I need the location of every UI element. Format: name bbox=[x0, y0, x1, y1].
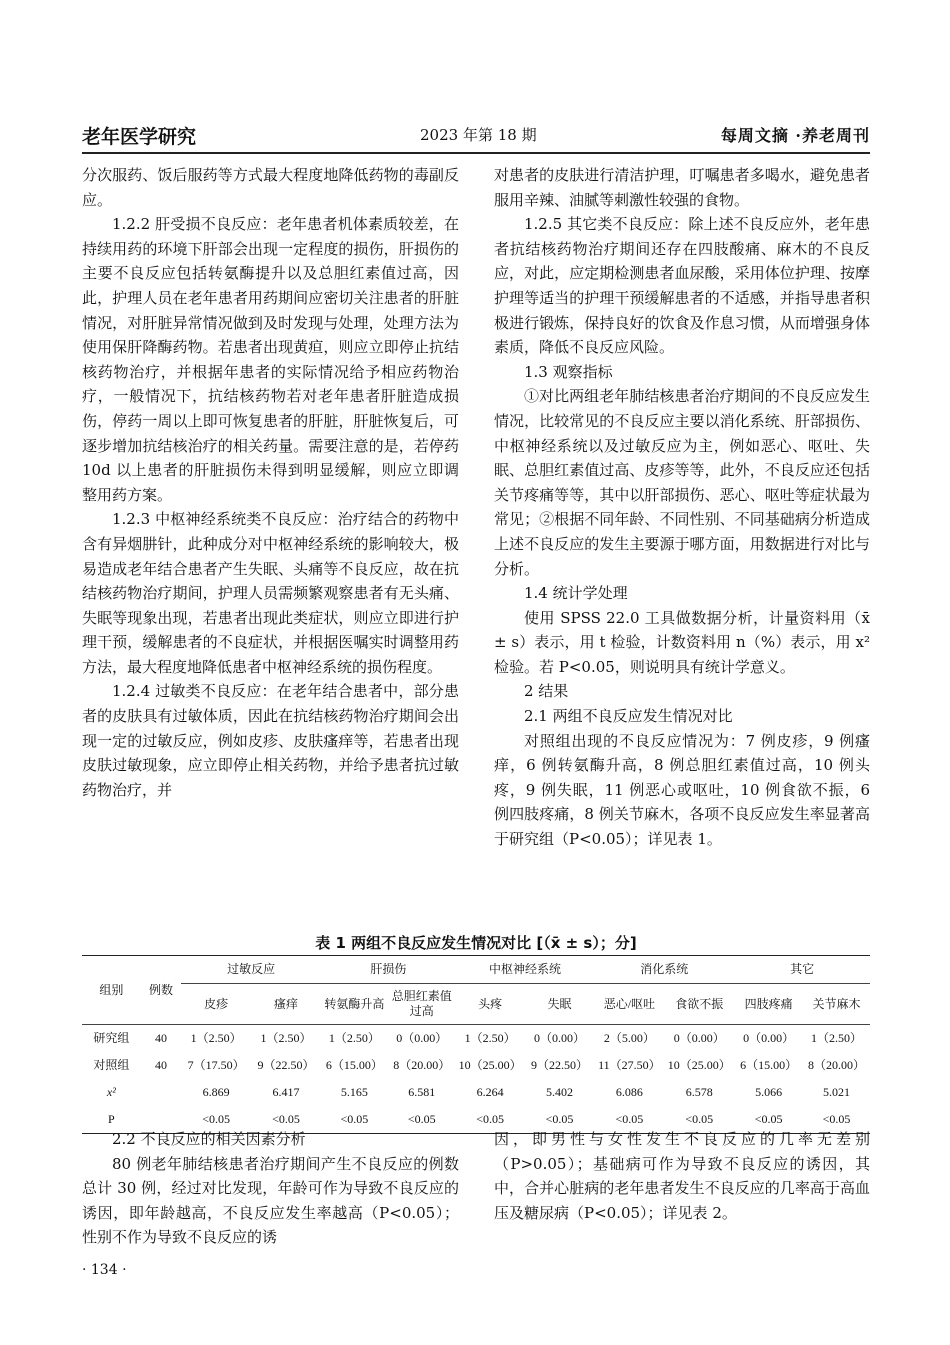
cell: <0.05 bbox=[525, 1106, 595, 1134]
subheader: 头疼 bbox=[456, 984, 525, 1025]
page-header bbox=[82, 122, 870, 152]
row-label: 对照组 bbox=[93, 1058, 130, 1072]
header-category: 肝损伤 bbox=[321, 956, 456, 984]
subheader: 转氨酶升高 bbox=[321, 984, 388, 1025]
cell: <0.05 bbox=[803, 1106, 870, 1134]
row-n: 40 bbox=[154, 1058, 167, 1072]
header-category: 消化系统 bbox=[594, 956, 734, 984]
section-heading: 2 结果 bbox=[524, 682, 569, 701]
header-group: 组别 bbox=[82, 956, 141, 1025]
page-number: · 134 · bbox=[82, 1262, 127, 1278]
cell: 5.402 bbox=[545, 1085, 573, 1099]
subheader: 关节麻木 bbox=[803, 984, 870, 1025]
table-row bbox=[82, 1025, 870, 1053]
cell: 6.417 bbox=[272, 1085, 300, 1099]
cell: 1（2.50） bbox=[260, 1031, 312, 1045]
cell: 6.264 bbox=[476, 1085, 504, 1099]
header-rule bbox=[82, 152, 870, 154]
cell: 5.021 bbox=[823, 1085, 851, 1099]
cell: 1（2.50） bbox=[328, 1031, 380, 1045]
paragraph: 1.2.2 肝受损不良反应：老年患者机体素质较差，在持续用药的环境下肝部会出现一定程度的损伤，肝损伤的主要不良反应包括转氨酶提升以及总胆红素值过高，因此，护理人员在老年患者用药期间应密切关注患者的肝脏情况，对肝脏异常情况做到及时发现与处理，处理方法为使用保肝降酶药物。若患者出现黄疸，则应立即停止抗结核药物治疗，并根据年患者的实际情况给予相应药物治疗，一般情况下，抗结核药物若对老年患者肝脏造成损伤，停药一周以上即可恢复患者的肝脏，肝脏恢复后，可逐步增加抗结核治疗的相关药量。需要注意的是，若停药 10d 以上患者的肝脏损伤未得到明显缓解，则应立即调整用药方案。 bbox=[82, 215, 459, 504]
row-label: P bbox=[82, 1106, 141, 1134]
cell: <0.05 bbox=[734, 1106, 803, 1134]
cell: 0（0.00） bbox=[533, 1031, 585, 1045]
paragraph: 对照组出现的不良反应情况为：7 例皮疹，9 例瘙痒，6 例转氨酶升高，8 例总胆红素值过高，10 例头疼，9 例失眠，11 例恶心或呕吐，10 例食欲不振，6 例四肢疼痛，8 例关节麻木，各项不良反应发生率显著高于研究组（P<0.05）；详见表 1。 bbox=[494, 731, 870, 849]
header-category: 其它 bbox=[734, 956, 870, 984]
cell: 7（17.50） bbox=[187, 1058, 245, 1072]
table-subheader-row bbox=[82, 984, 870, 1025]
cell: 8（20.00） bbox=[393, 1058, 451, 1072]
header-category: 过敏反应 bbox=[181, 956, 321, 984]
subheader: 总胆红素值过高 bbox=[388, 984, 456, 1025]
paragraph: 对患者的皮肤进行清洁护理，叮嘱患者多喝水，避免患者服用辛辣、油腻等刺激性较强的食物。 bbox=[494, 166, 870, 209]
table-row bbox=[82, 1079, 870, 1106]
cell: 6（15.00） bbox=[325, 1058, 383, 1072]
subheader: 失眠 bbox=[525, 984, 595, 1025]
subheader: 皮疹 bbox=[181, 984, 251, 1025]
table-header-row bbox=[82, 956, 870, 984]
cell: <0.05 bbox=[664, 1106, 734, 1134]
cell: 11（27.50） bbox=[598, 1058, 661, 1072]
cell: 9（22.50） bbox=[257, 1058, 315, 1072]
paragraph: 因，即男性与女性发生不良反应的几率无差别（P>0.05）；基础病可作为导致不良反应的诱因，其中，合并心脏病的老年患者发生不良反应的几率高于高血压及糖尿病（P<0.05）；详见表 2。 bbox=[494, 1130, 870, 1222]
cell: 1（2.50） bbox=[464, 1031, 516, 1045]
section-heading: 1.4 统计学处理 bbox=[524, 584, 628, 603]
section-heading: 2.1 两组不良反应发生情况对比 bbox=[524, 707, 733, 726]
header-cases: 例数 bbox=[141, 956, 182, 1025]
section-heading: 1.3 观察指标 bbox=[524, 362, 613, 381]
header-category: 中枢神经系统 bbox=[456, 956, 595, 984]
journal-title: 老年医学研究 bbox=[82, 126, 197, 148]
cell: 5.066 bbox=[755, 1085, 783, 1099]
table-title: 表 1 两组不良反应发生情况对比 [（x̄ ± s）；分] bbox=[315, 934, 637, 952]
cell: 6.869 bbox=[202, 1085, 230, 1099]
paragraph: ①对比两组老年肺结核患者治疗期间的不良反应发生情况，比较常见的不良反应主要以消化系统、肝部损伤、中枢神经系统以及过敏反应为主，例如恶心、呕吐、失眠、总胆红素值过高、皮疹等等，此外，不良反应还包括关节疼痛等等，其中以肝部损伤、恶心、呕吐等症状最为常见；②根据不同年龄、不同性别、不同基础病分析造成上述不良反应的发生主要源于哪方面，用数据进行对比与分析。 bbox=[494, 387, 870, 578]
issue-label: 2023 年第 18 期 bbox=[420, 126, 537, 144]
cell: 10（25.00） bbox=[667, 1058, 731, 1072]
table-row bbox=[82, 1052, 870, 1079]
cell: 1（2.50） bbox=[190, 1031, 242, 1045]
right-column bbox=[494, 163, 870, 852]
left-column bbox=[82, 163, 459, 802]
subheader: 食欲不振 bbox=[664, 984, 734, 1025]
row-n: 40 bbox=[154, 1031, 167, 1045]
cell: 0（0.00） bbox=[673, 1031, 725, 1045]
cell: 9（22.50） bbox=[530, 1058, 588, 1072]
row-n bbox=[141, 1079, 182, 1106]
cell: 2（5.00） bbox=[603, 1031, 655, 1045]
brand-label: 每周文摘 ·养老周刊 bbox=[720, 126, 870, 145]
subheader: 瘙痒 bbox=[251, 984, 321, 1025]
row-label: 研究组 bbox=[93, 1031, 130, 1045]
cell: 6.581 bbox=[408, 1085, 436, 1099]
paragraph: 1.2.4 过敏类不良反应：在老年结合患者中，部分患者的皮肤具有过敏体质，因此在抗结核药物治疗期间会出现一定的过敏反应，例如皮疹、皮肤瘙痒等，若患者出现皮肤过敏现象，应立即停止相关药物，并给予患者抗过敏药物治疗，并 bbox=[82, 682, 459, 799]
cell: 0（0.00） bbox=[396, 1031, 448, 1045]
cell: 8（20.00） bbox=[808, 1058, 866, 1072]
paragraph: 分次服药、饭后服药等方式最大程度地降低药物的毒副反应。 bbox=[82, 166, 459, 209]
row-label: x² bbox=[106, 1085, 116, 1099]
cell: <0.05 bbox=[321, 1106, 388, 1134]
results-table bbox=[82, 955, 870, 1134]
paragraph: 使用 SPSS 22.0 工具做数据分析，计量资料用（x̄ ± s）表示，用 t 检验，计数资料用 n（%）表示，用 x² 检验。若 P<0.05，则说明具有统计学意义。 bbox=[494, 608, 870, 676]
cell: <0.05 bbox=[251, 1106, 321, 1134]
cell: <0.05 bbox=[456, 1106, 525, 1134]
lower-left-column bbox=[82, 1127, 459, 1250]
cell: <0.05 bbox=[388, 1106, 456, 1134]
cell: <0.05 bbox=[594, 1106, 664, 1134]
subheader: 四肢疼痛 bbox=[734, 984, 803, 1025]
paragraph: 1.2.3 中枢神经系统类不良反应：治疗结合的药物中含有异烟肼针，此种成分对中枢神经系统的影响较大，极易造成老年结合患者产生失眠、头痛等不良反应，故在抗结核药物治疗期间，护理人员需频繁观察患者有无头痛、失眠等现象出现，若患者出现此类症状，则应立即进行护理干预，缓解患者的不良症状，并根据医嘱实时调整用药方法，最大程度地降低患者中枢神经系统的损伤程度。 bbox=[82, 510, 459, 676]
cell: 10（25.00） bbox=[458, 1058, 522, 1072]
cell: <0.05 bbox=[181, 1106, 251, 1134]
cell: 6（15.00） bbox=[740, 1058, 798, 1072]
subheader: 恶心/呕吐 bbox=[594, 984, 664, 1025]
cell: 0（0.00） bbox=[743, 1031, 795, 1045]
cell: 6.086 bbox=[615, 1085, 643, 1099]
paragraph: 1.2.5 其它类不良反应：除上述不良反应外，老年患者抗结核药物治疗期间还存在四肢酸痛、麻木的不良反应，对此，应定期检测患者血尿酸，采用体位护理、按摩护理等适当的护理干预缓解患者的不适感，并指导患者积极进行锻炼，保持良好的饮食及作息习惯，从而增强身体素质，降低不良反应风险。 bbox=[494, 215, 870, 357]
section-heading: 2.2 不良反应的相关因素分析 bbox=[112, 1130, 306, 1148]
paragraph: 80 例老年肺结核患者治疗期间产生不良反应的例数总计 30 例，经过对比发现，年龄可作为导致不良反应的诱因，即年龄越高，不良反应发生率越高（P<0.05）；性别不作为导致不良反应的诱 bbox=[82, 1154, 459, 1247]
lower-right-column bbox=[494, 1127, 870, 1225]
cell: 5.165 bbox=[340, 1085, 368, 1099]
cell: 1（2.50） bbox=[811, 1031, 863, 1045]
cell: 6.578 bbox=[685, 1085, 713, 1099]
